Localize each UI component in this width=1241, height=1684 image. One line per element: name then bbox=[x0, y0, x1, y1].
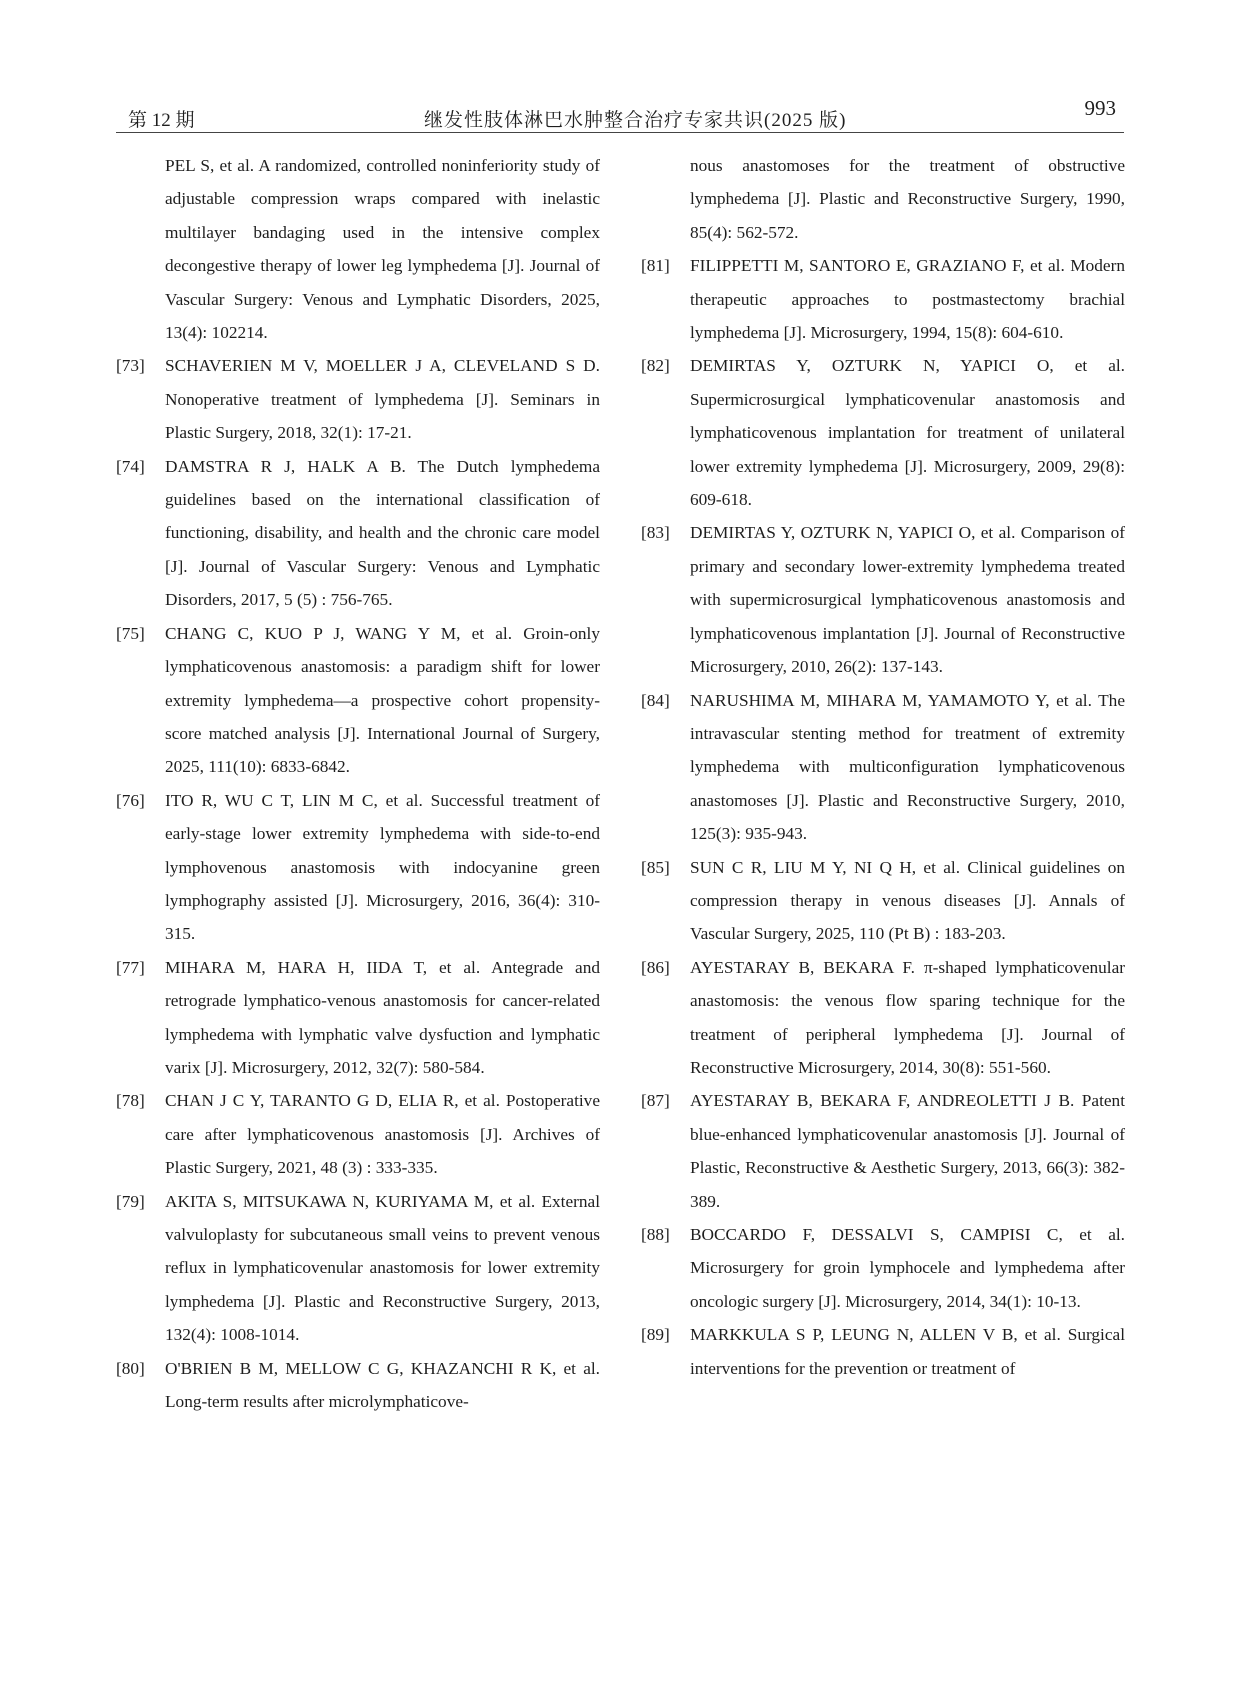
reference-number: [89] bbox=[641, 1325, 670, 1345]
reference-text: CHANG C, KUO P J, WANG Y M, et al. Groin-only lymphaticovenous anastomosis: a paradigm shift for lower extremity lymphedema—a prospective cohort propensity-score matched analysis [J]. International Journal of Surgery, 2025, 111(10): 6833-6842. bbox=[165, 623, 600, 777]
reference-number: [84] bbox=[641, 690, 670, 710]
reference-text: ITO R, WU C T, LIN M C, et al. Successful treatment of early-stage lower extremity lymphedema with side-to-end lymphovenous anastomosis with indocyanine green lymphography assisted [J]. Microsurgery, 2016, 36(4): 310-315. bbox=[165, 790, 600, 944]
page-header bbox=[116, 88, 1124, 133]
reference-item bbox=[641, 349, 1125, 516]
reference-item bbox=[641, 1218, 1125, 1318]
reference-number: [75] bbox=[116, 623, 145, 643]
references-left-column bbox=[116, 149, 600, 1418]
reference-number: [85] bbox=[641, 857, 670, 877]
reference-text: BOCCARDO F, DESSALVI S, CAMPISI C, et al. Microsurgery for groin lymphocele and lymphedema after oncologic surgery [J]. Microsurgery, 2014, 34(1): 10-13. bbox=[690, 1225, 1125, 1311]
reference-text: CHAN J C Y, TARANTO G D, ELIA R, et al. Postoperative care after lymphaticovenous anastomosis [J]. Archives of Plastic Surgery, 2021, 48 (3) : 333-335. bbox=[165, 1091, 600, 1178]
reference-text: DAMSTRA R J, HALK A B. The Dutch lymphedema guidelines based on the international classification of functioning, disability, and health and the chronic care model [J]. Journal of Vascular Surgery: Venous and Lymphatic Disorders, 2017, 5 (5) : 756-765. bbox=[165, 456, 600, 610]
reference-item bbox=[641, 684, 1125, 851]
reference-item bbox=[116, 617, 600, 784]
reference-item bbox=[641, 1084, 1125, 1218]
reference-number: [88] bbox=[641, 1225, 670, 1244]
reference-number: [76] bbox=[116, 790, 145, 810]
reference-item bbox=[116, 1185, 600, 1352]
reference-item bbox=[641, 149, 1125, 249]
references-right-column bbox=[641, 149, 1125, 1385]
reference-text: AYESTARAY B, BEKARA F, ANDREOLETTI J B. Patent blue-enhanced lymphaticovenular anastomosis [J]. Journal of Plastic, Reconstructive & Aesthetic Surgery, 2013, 66(3): 382-389. bbox=[690, 1091, 1125, 1211]
reference-text: PEL S, et al. A randomized, controlled noninferiority study of adjustable compression wraps compared with inelastic multilayer bandaging used in the intensive complex decongestive therapy of lower leg lymphedema [J]. Journal of Vascular Surgery: Venous and Lymphatic Disorders, 2025, 13(4): 102214. bbox=[165, 156, 600, 343]
reference-item bbox=[641, 249, 1125, 349]
reference-item bbox=[116, 784, 600, 951]
reference-text: SCHAVERIEN M V, MOELLER J A, CLEVELAND S D. Nonoperative treatment of lymphedema [J]. Seminars in Plastic Surgery, 2018, 32(1): 17-21. bbox=[165, 356, 600, 443]
reference-number: [81] bbox=[641, 256, 670, 276]
reference-text: AYESTARAY B, BEKARA F. π-shaped lymphaticovenular anastomosis: the venous flow sparing technique for the treatment of peripheral lymphedema [J]. Journal of Reconstructive Microsurgery, 2014, 30(8): 551-560. bbox=[690, 957, 1125, 1077]
reference-text: SUN C R, LIU M Y, NI Q H, et al. Clinical guidelines on compression therapy in venous diseases [J]. Annals of Vascular Surgery, 2025, 110 (Pt B) : 183-203. bbox=[690, 857, 1125, 944]
reference-number: [86] bbox=[641, 957, 670, 977]
reference-text: NARUSHIMA M, MIHARA M, YAMAMOTO Y, et al. The intravascular stenting method for treatment of extremity lymphedema with multiconfiguration lymphaticovenous anastomoses [J]. Plastic and Reconstructive Surgery, 2010, 125(3): 935-943. bbox=[690, 690, 1125, 844]
running-title: 继发性肢体淋巴水肿整合治疗专家共识(2025 版) bbox=[424, 110, 847, 131]
reference-number: [78] bbox=[116, 1091, 145, 1111]
reference-number: [77] bbox=[116, 957, 145, 977]
reference-number: [83] bbox=[641, 523, 670, 543]
reference-number: [87] bbox=[641, 1091, 670, 1111]
reference-item bbox=[116, 149, 600, 349]
page-number: 993 bbox=[1084, 96, 1116, 120]
reference-number: [79] bbox=[116, 1191, 145, 1211]
reference-item bbox=[641, 951, 1125, 1085]
reference-number: [82] bbox=[641, 356, 670, 376]
reference-item bbox=[641, 851, 1125, 951]
reference-text: nous anastomoses for the treatment of obstructive lymphedema [J]. Plastic and Reconstructive Surgery, 1990, 85(4): 562-572. bbox=[690, 156, 1125, 242]
reference-text: DEMIRTAS Y, OZTURK N, YAPICI O, et al. Supermicrosurgical lymphaticovenular anastomosis and lymphaticovenous implantation for treatment of unilateral lower extremity lymphedema [J]. Microsurgery, 2009, 29(8): 609-618. bbox=[690, 356, 1125, 510]
reference-text: O'BRIEN B M, MELLOW C G, KHAZANCHI R K, et al. Long-term results after microlymphaticove- bbox=[165, 1358, 600, 1412]
reference-item bbox=[116, 951, 600, 1085]
reference-item bbox=[116, 349, 600, 449]
issue-label: 第 12 期 bbox=[128, 110, 195, 131]
reference-number: [73] bbox=[116, 356, 145, 376]
reference-text: AKITA S, MITSUKAWA N, KURIYAMA M, et al. External valvuloplasty for subcutaneous small veins to prevent venous reflux in lymphaticovenular anastomosis for lower extremity lymphedema [J]. Plastic and Reconstructive Surgery, 2013, 132(4): 1008-1014. bbox=[165, 1191, 600, 1345]
reference-text: MARKKULA S P, LEUNG N, ALLEN V B, et al. Surgical interventions for the prevention or treatment of bbox=[690, 1325, 1125, 1378]
reference-item bbox=[641, 1318, 1125, 1385]
reference-number: [74] bbox=[116, 456, 145, 476]
reference-item bbox=[116, 450, 600, 617]
reference-number: [80] bbox=[116, 1358, 145, 1378]
reference-item bbox=[116, 1352, 600, 1419]
reference-item bbox=[641, 516, 1125, 683]
reference-text: FILIPPETTI M, SANTORO E, GRAZIANO F, et al. Modern therapeutic approaches to postmastectomy brachial lymphedema [J]. Microsurgery, 1994, 15(8): 604-610. bbox=[690, 256, 1125, 343]
reference-item bbox=[116, 1084, 600, 1184]
reference-text: MIHARA M, HARA H, IIDA T, et al. Antegrade and retrograde lymphatico-venous anastomosis for cancer-related lymphedema with lymphatic valve dysfuction and lymphatic varix [J]. Microsurgery, 2012, 32(7): 580-584. bbox=[165, 957, 600, 1077]
reference-text: DEMIRTAS Y, OZTURK N, YAPICI O, et al. Comparison of primary and secondary lower-extremity lymphedema treated with supermicrosurgical lymphaticovenous anastomosis and lymphaticovenous implantation [J]. Journal of Reconstructive Microsurgery, 2010, 26(2): 137-143. bbox=[690, 523, 1125, 677]
